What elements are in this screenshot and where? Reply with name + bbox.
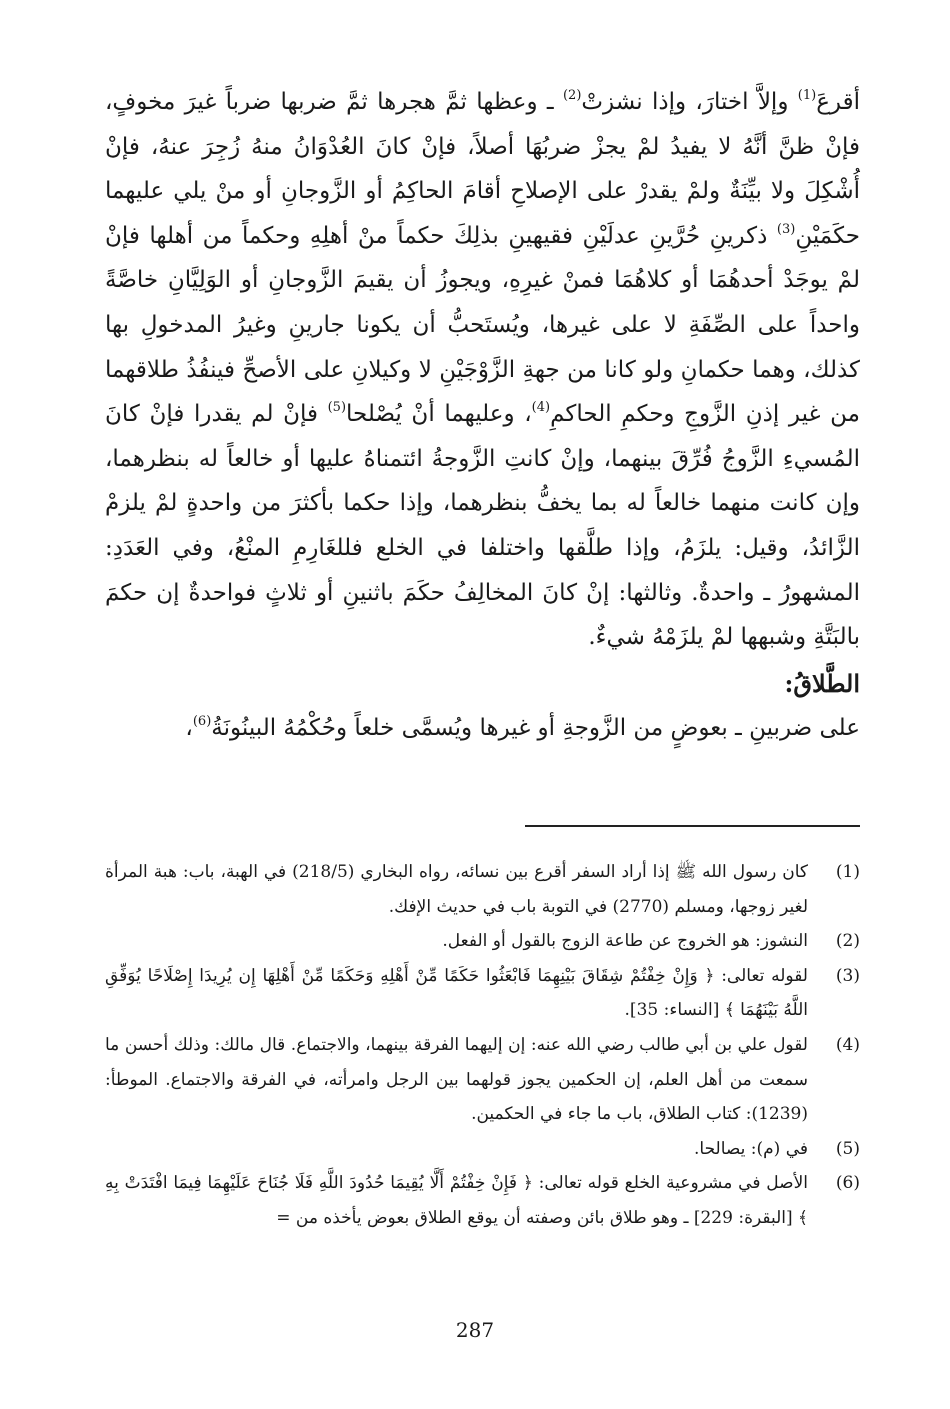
footnote <box>105 1166 860 1235</box>
footnote-ref: (5) <box>327 400 347 416</box>
footnote-text: في (م): يصالحا. <box>693 1138 808 1159</box>
footnote-text: لقوله تعالى: ﴿ وَإِنْ خِفْتُمْ شِقَاقَ بَيْنِهِمَا فَابْعَثُوا حَكَمًا مِّنْ أَهْلِهِ وَحَكَمًا مِّنْ أَهْلِهَا إِن يُرِيدَا إِصْلَاحًا يُوَفِّقِ اللَّهُ بَيْنَهُمَا ﴾ [النساء: 35]. <box>105 965 808 1021</box>
text-segment: ، وعليهما أنْ يُصْلحا <box>346 401 532 428</box>
footnote-number: (3) <box>835 965 860 986</box>
text-segment: ، <box>185 714 193 741</box>
main-text-block <box>105 80 860 750</box>
text-segment: وإلاَّ اختارَ، وإذا نشزتْ <box>581 89 798 115</box>
footnotes-section <box>105 855 860 1236</box>
footnote <box>105 855 860 924</box>
footnote-ref: (6) <box>192 713 212 729</box>
footnote-number: (1) <box>835 862 860 882</box>
section-heading: الطَّلاقُ: <box>784 668 860 698</box>
footnote-ref: (4) <box>531 400 551 416</box>
body-text <box>105 706 860 751</box>
footnote <box>105 924 860 959</box>
paragraph <box>105 706 860 751</box>
text-segment: أقرعَ <box>816 89 860 115</box>
footnote-ref: (1) <box>797 88 817 103</box>
footnote-number: (2) <box>835 931 860 952</box>
text-segment: ـ وعظها ثمَّ هجرها ثمَّ ضربها ضرباً غيرَ مخوفٍ، فإنْ ظنَّ أنَّهُ لا يفيدُ لمْ يجزْ ضربُهَا أصلاً، فإنْ كانَ العُدْوَانُ منهُ زُجِرَ عنهُ، فإنْ أُشْكِلَ ولا بيِّنَةٌ ولمْ يقدرْ على الإصلاحِ أقامَ الحاكِمُ أو الزَّوجانِ أو منْ يلي عليهما حكَمَيْنِ <box>105 89 860 249</box>
body-text <box>105 80 860 660</box>
footnote-number: (5) <box>835 1138 860 1159</box>
footnote-divider <box>525 825 860 827</box>
footnote-number: (4) <box>835 1034 860 1055</box>
footnote <box>105 959 860 1028</box>
page-number: 287 <box>455 1318 495 1342</box>
footnote <box>105 1132 860 1167</box>
text-segment: على ضربينِ ـ بعوضٍ من الزَّوجةِ أو غيرها ويُسمَّى خلعاً وحُكْمُهُ البينُونَةُ <box>211 714 860 741</box>
footnote-text: النشوز: هو الخروج عن طاعة الزوج بالقول أو الفعل. <box>442 931 808 952</box>
footnote-text: لقول علي بن أبي طالب رضي الله عنه: إن إليهما الفرقة بينهما، والاجتماع. قال مالك: وذلك أحسن ما سمعت من أهل العلم، إن الحكمين يجوز قولهما بين الرجل وامرأته، في الفرقة والاجتماع. الموطأ: (1239): كتاب الطلاق، باب ما جاء في الحكمين. <box>105 1034 808 1125</box>
text-segment: ذكرينِ حُرَّينِ عدلَيْنِ فقيهينِ بذلِكَ حكماً منْ أهلِهِ وحكماً من أهلها فإنْ لمْ يوجَدْ أحدهُمَا أو كلاهُمَا فمنْ غيرِهِ، ويجوزُ أن يقيمَ الزَّوجانِ أو الوَلِيَّانِ خاصَّةً واحداً على الصِّفَةِ لا على غيرها، ويُستَحبُّ أن يكونا جارينِ وغيرُ المدخولِ بها كذلك، وهما حكمانِ ولو كانا من جهةِ الزَّوْجَيْنِ لا وكيلانِ على الأصحِّ فينفُذُ طلاقهما من غير إذنِ الزَّوجِ وحكمِ الحاكمِ <box>105 222 860 428</box>
footnote-number: (6) <box>835 1173 860 1194</box>
footnote-ref: (3) <box>776 221 796 237</box>
footnote-ref: (2) <box>562 88 582 103</box>
footnote-text: كان رسول الله ﷺ إذا أراد السفر أقرع بين نسائه، رواه البخاري (218/5) في الهبة، باب: هبة المرأة لغير زوجها، ومسلم (2770) في التوبة باب في حديث الإفك. <box>105 862 808 917</box>
text-segment: فإنْ لم يقدرا فإنْ كانَ المُسيءِ الزَّوجُ فُرِّقَ بينهما، وإنْ كانتِ الزَّوجةُ ائتمناهُ عليها أو خالعاً له بنظرهما، وإن كانت منهما خالعاً له بما يخفُّ بنظرهما، وإذا حكما بأكثرَ من واحدةٍ لمْ يلزمْ الزَّائدُ، وقيل: يلزَمُ، وإذا طلَّقها واختلفا في الخلع فللغَارِمِ المنْعُ، وفي العَدَدِ: المشهورُ ـ واحدةٌ. وثالثها: إنْ كانَ المخالِفُ حكَمَ باثنينِ أو ثلاثٍ فواحدةٌ إن حكمَ بالبَتَّةِ وشبهها لمْ يلزَمْهُ شيءٌ. <box>105 401 860 651</box>
footnote-text: الأصل في مشروعية الخلع قوله تعالى: ﴿ فَإِنْ خِفْتُمْ أَلَّا يُقِيمَا حُدُودَ اللَّهِ فَلَا جُنَاحَ عَلَيْهِمَا فِيمَا افْتَدَتْ بِهِ ﴾ [البقرة: 229] ـ وهو طلاق بائن وصفته أن يوقع الطلاق بعوض يأخذه من = <box>105 1173 808 1228</box>
footnote <box>105 1028 860 1132</box>
paragraph <box>105 80 860 660</box>
